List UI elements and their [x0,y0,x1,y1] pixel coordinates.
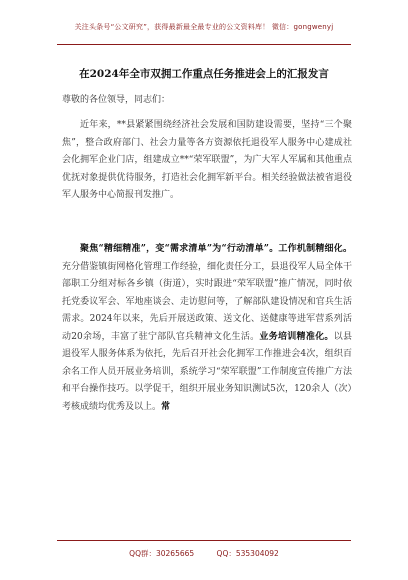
salutation: 尊敬的各位领导，同志们： [62,95,171,105]
subsection-heading-training: 业务培训精准化。 [259,331,334,342]
subsection-text-mechanism: 充分借鉴镇街网格化管理工作经验，细化责任分工，县退役军人局全体干部职工分组对标各乡镇（街道），实时跟进“荣军联盟”推广情况，同时依托党委议军会、军地座谈会、走访慰问等，了解部队建设情况和官兵生活需求。2024年以来，先后开展送政策、送文化、送健康等进军营系列活动20余场，丰富了驻宁部队官兵精神文化生活。 [62,261,352,342]
paragraph-section-one [62,241,352,416]
paragraph-intro: 近年来，**县紧紧围绕经济社会发展和国防建设需要，坚持“三个聚焦”，整合政府部门、社会力量等各方资源依托退役军人服务中心建成社会化拥军企业门店，组建成立**“荣军联盟”，为广大军人军属和其他重点优抚对象提供优待服务，打造社会化拥军新平台。相关经验做法被省退役军人服务中心简报刊发推广。 [62,120,352,200]
document-title: 在2024年全市双拥工作重点任务推进会上的汇报发言 [79,68,329,80]
footer-qq-group: QQ群：30265665 [129,549,195,558]
footer-divider [57,540,351,541]
continued-text: 常 [161,401,171,412]
subsection-text-training: 以县退役军人服务体系为依托，先后召开社会化拥军工作推进会4次，组织百余名工作人员开展业务培训，系统学习“荣军联盟”工作制度宣传推广方法和平台操作技巧。以学促干，组织开展业务知识测试5次，120余人（次）考核成绩均优秀及以上。 [62,331,352,412]
footer [0,548,408,559]
header-divider [57,44,351,45]
footer-qq-contact: QQ：535304092 [216,549,279,558]
section-heading: 聚焦“精细精准”，变“需求清单”为“行动清单”。 [80,244,279,254]
header-banner: 关注头条号“公文研究”，获得最新最全最专业的公文资料库！ 微信：gongwenyj [74,23,334,31]
subsection-heading-mechanism: 工作机制精细化。 [278,244,352,254]
